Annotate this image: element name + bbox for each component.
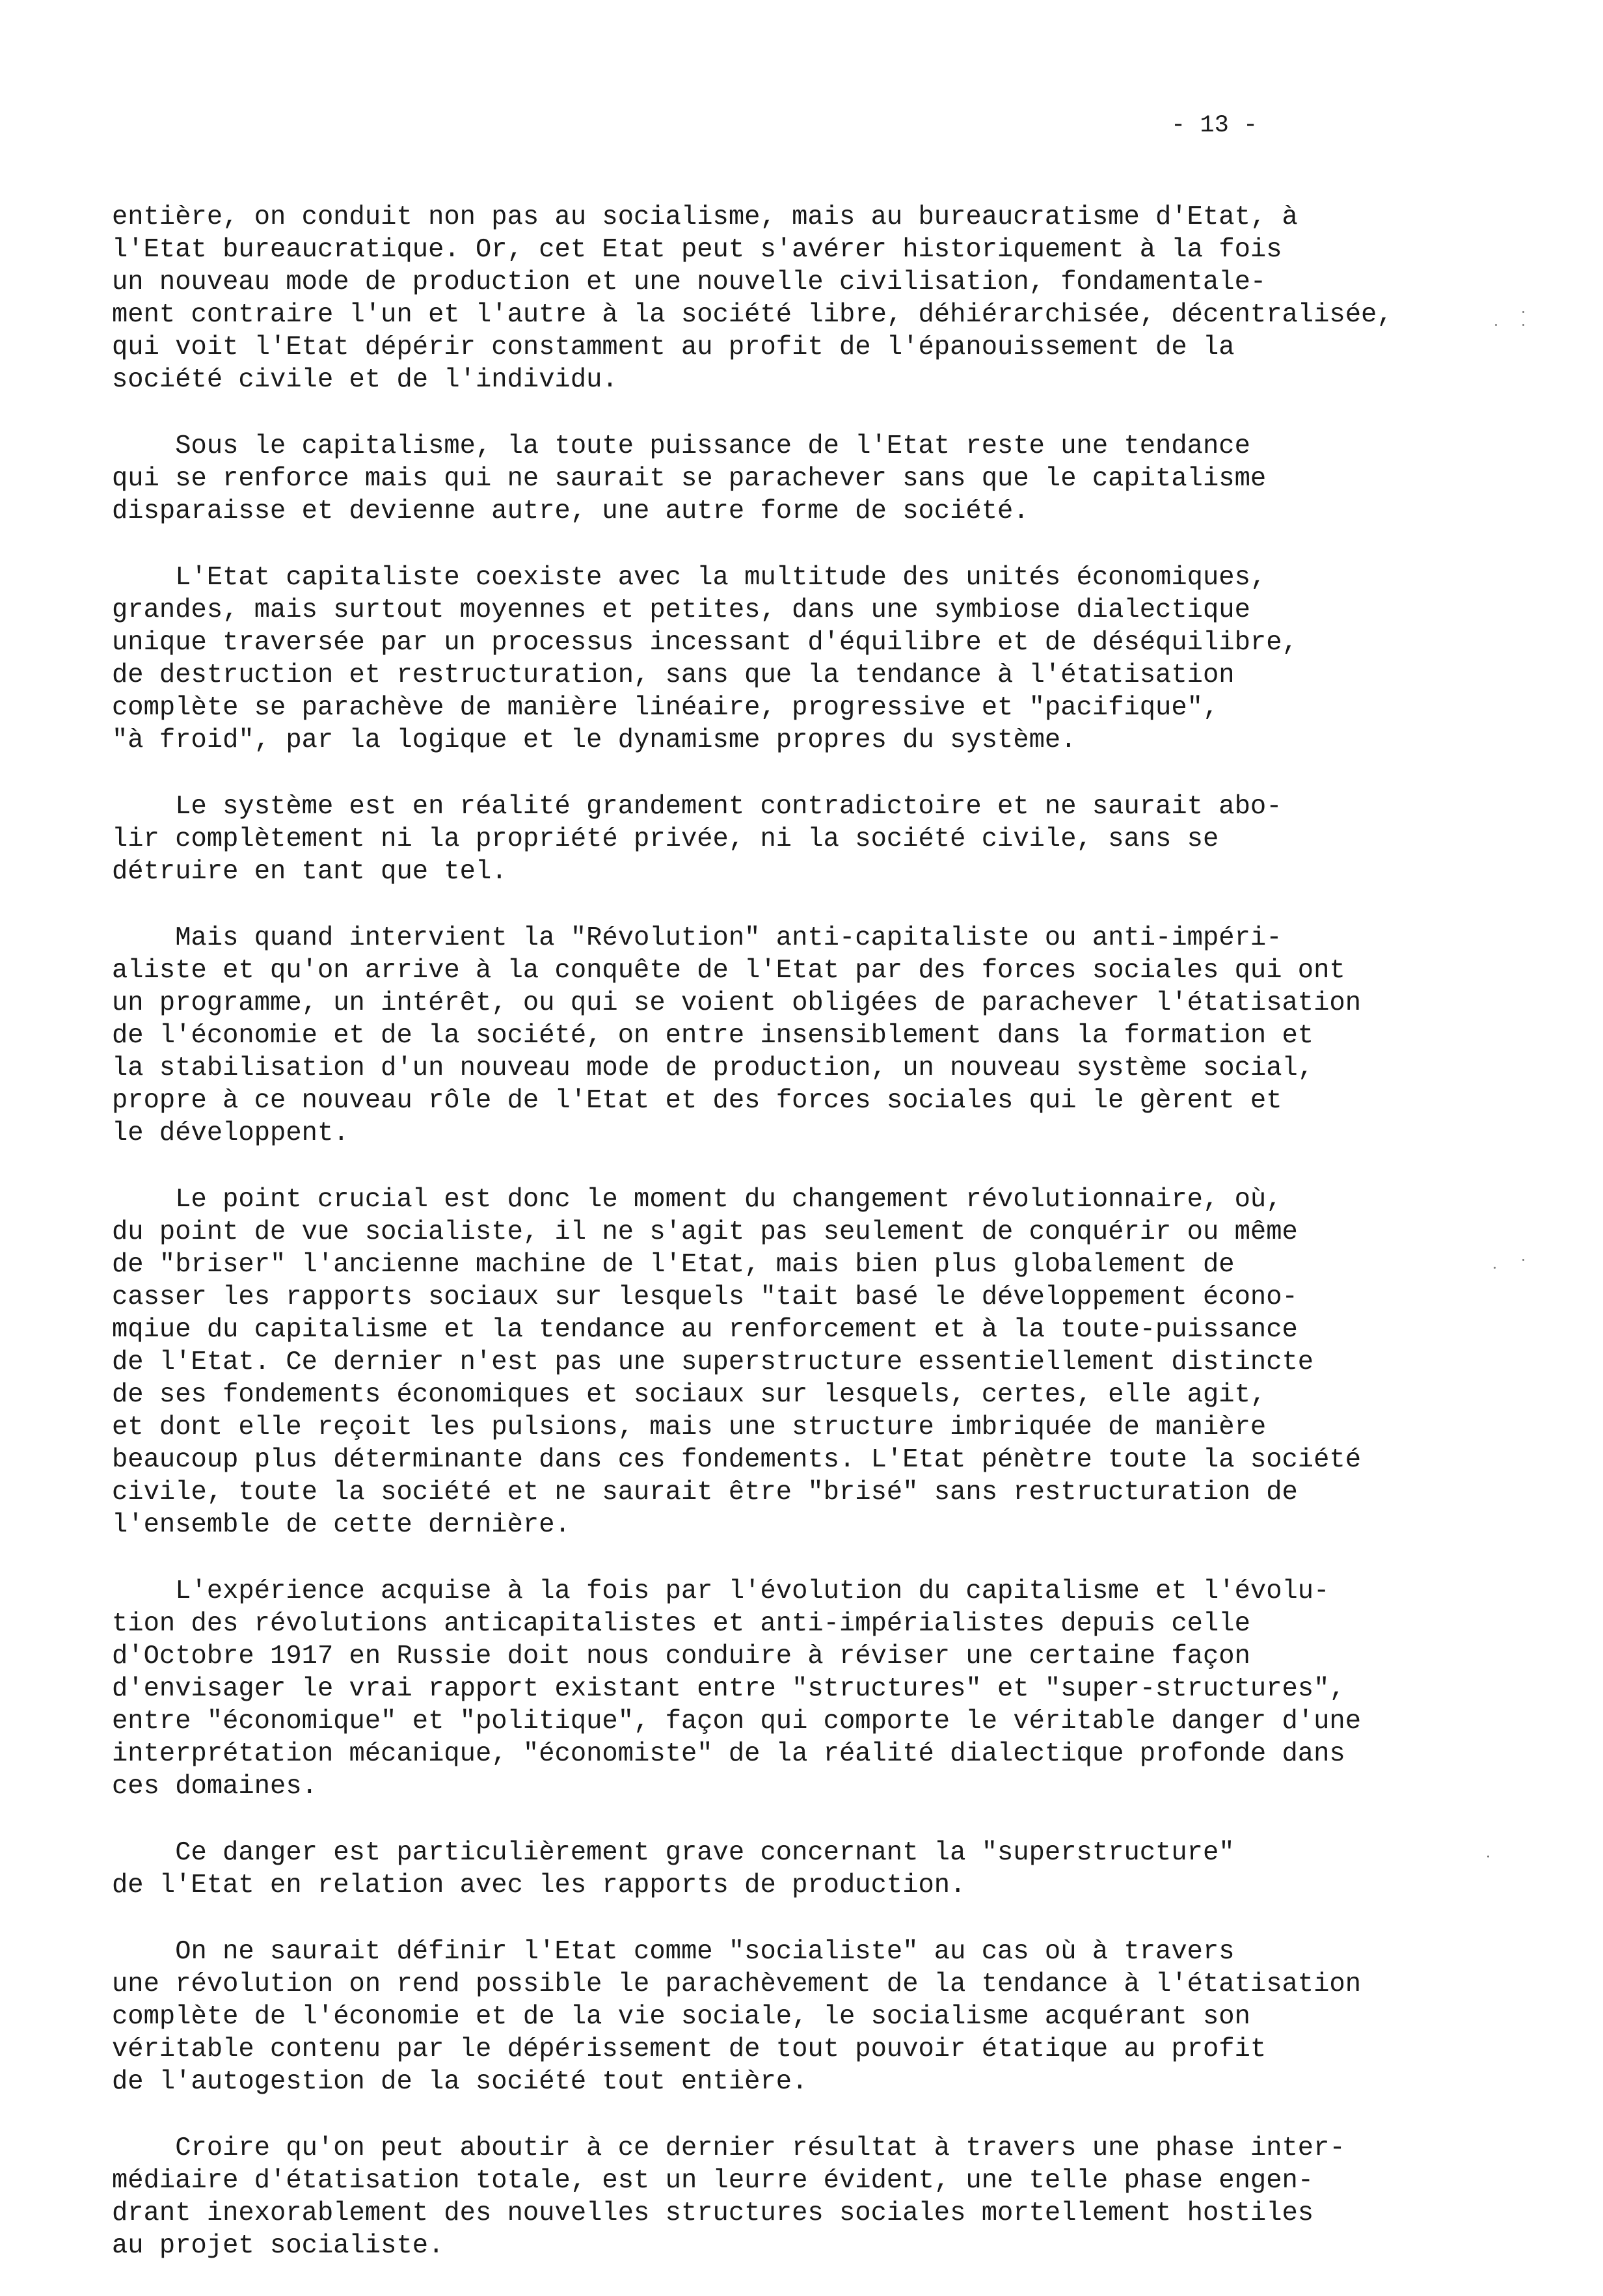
text-line: du point de vue socialiste, il ne s'agit pas seulement de conquérir ou même <box>112 1217 1298 1247</box>
text-line: d'Octobre 1917 en Russie doit nous conduire à réviser une certaine façon <box>112 1641 1250 1671</box>
text-line: Ce danger est particulièrement grave concernant la "superstructure" <box>112 1838 1235 1868</box>
text-line: lir complètement ni la propriété privée, ni la société civile, sans se <box>112 824 1219 854</box>
text-line: de ses fondements économiques et sociaux sur lesquels, certes, elle agit, <box>112 1380 1267 1410</box>
scan-speck <box>1522 311 1524 313</box>
text-line: détruire en tant que tel. <box>112 857 507 887</box>
text-line: Le point crucial est donc le moment du changement révolutionnaire, où, <box>112 1185 1282 1215</box>
text-line: L'expérience acquise à la fois par l'évolution du capitalisme et l'évolu- <box>112 1576 1330 1606</box>
scan-speck <box>1522 324 1524 326</box>
scan-speck <box>1495 324 1497 326</box>
text-line: casser les rapports sociaux sur lesquels "tait basé le développement écono- <box>112 1282 1298 1312</box>
text-line: interprétation mécanique, "économiste" de la réalité dialectique profonde dans <box>112 1739 1345 1769</box>
text-line: beaucoup plus déterminante dans ces fondements. L'Etat pénètre toute la société <box>112 1445 1362 1475</box>
paragraph <box>112 2132 1563 2262</box>
text-line: ment contraire l'un et l'autre à la société libre, déhiérarchisée, décentralisée, <box>112 300 1393 330</box>
text-line: de l'économie et de la société, on entre insensiblement dans la formation et <box>112 1021 1314 1051</box>
text-line: et dont elle reçoit les pulsions, mais une structure imbriquée de manière <box>112 1412 1267 1442</box>
text-line: L'Etat capitaliste coexiste avec la multitude des unités économiques, <box>112 563 1267 593</box>
text-line: disparaisse et devienne autre, une autre forme de société. <box>112 496 1029 526</box>
text-line: complète se parachève de manière linéaire, progressive et "pacifique", <box>112 693 1219 723</box>
text-line: qui se renforce mais qui ne saurait se parachever sans que le capitalisme <box>112 464 1267 494</box>
paragraph <box>112 430 1563 528</box>
text-line: la stabilisation d'un nouveau mode de production, un nouveau système social, <box>112 1053 1314 1083</box>
paragraph <box>112 1183 1563 1541</box>
text-line: de l'autogestion de la société tout entière. <box>112 2067 808 2097</box>
text-line: ces domaines. <box>112 1772 317 1802</box>
paragraph <box>112 1575 1563 1803</box>
text-line: un programme, un intérêt, ou qui se voient obligées de parachever l'étatisation <box>112 988 1362 1018</box>
text-line: de destruction et restructuration, sans que la tendance à l'étatisation <box>112 660 1235 690</box>
text-line: de l'Etat en relation avec les rapports de production. <box>112 1871 966 1900</box>
text-line: médiaire d'étatisation totale, est un leurre évident, une telle phase engen- <box>112 2166 1314 2196</box>
scan-speck <box>1494 1267 1496 1269</box>
text-line: entre "économique" et "politique", façon qui comporte le véritable danger d'une <box>112 1707 1362 1736</box>
paragraph <box>112 790 1563 888</box>
text-line: complète de l'économie et de la vie sociale, le socialisme acquérant son <box>112 2002 1250 2032</box>
text-line: le développent. <box>112 1118 349 1148</box>
scan-speck <box>1522 1259 1524 1261</box>
paragraph <box>112 1837 1563 1902</box>
text-line: de "briser" l'ancienne machine de l'Etat, mais bien plus globalement de <box>112 1250 1235 1280</box>
text-line: Le système est en réalité grandement contradictoire et ne saurait abo- <box>112 792 1282 822</box>
text-line: véritable contenu par le dépérissement de tout pouvoir étatique au profit <box>112 2034 1267 2064</box>
text-line: au projet socialiste. <box>112 2231 444 2261</box>
text-line: drant inexorablement des nouvelles structures sociales mortellement hostiles <box>112 2198 1314 2228</box>
text-line: "à froid", par la logique et le dynamisme propres du système. <box>112 725 1077 755</box>
text-line: mqiue du capitalisme et la tendance au renforcement et à la toute-puissance <box>112 1315 1298 1345</box>
body-text <box>112 201 1563 2296</box>
text-line: une révolution on rend possible le parachèvement de la tendance à l'étatisation <box>112 1969 1362 1999</box>
text-line: Croire qu'on peut aboutir à ce dernier résultat à travers une phase inter- <box>112 2133 1345 2163</box>
text-line: d'envisager le vrai rapport existant entre "structures" et "super-structures", <box>112 1674 1345 1704</box>
page-number: - 13 - <box>1171 112 1258 139</box>
paragraph <box>112 922 1563 1150</box>
text-line: société civile et de l'individu. <box>112 365 618 395</box>
text-line: aliste et qu'on arrive à la conquête de l'Etat par des forces sociales qui ont <box>112 956 1345 986</box>
text-line: l'ensemble de cette dernière. <box>112 1510 571 1540</box>
text-line: civile, toute la société et ne saurait être "brisé" sans restructuration de <box>112 1478 1298 1507</box>
text-line: qui voit l'Etat dépérir constamment au profit de l'épanouissement de la <box>112 332 1235 362</box>
paragraph <box>112 561 1563 757</box>
text-line: un nouveau mode de production et une nouvelle civilisation, fondamentale- <box>112 267 1267 297</box>
text-line: l'Etat bureaucratique. Or, cet Etat peut s'avérer historiquement à la fois <box>112 235 1282 265</box>
text-line: unique traversée par un processus incessant d'équilibre et de déséquilibre, <box>112 628 1298 658</box>
text-line: On ne saurait définir l'Etat comme "socialiste" au cas où à travers <box>112 1937 1235 1967</box>
text-line: propre à ce nouveau rôle de l'Etat et des forces sociales qui le gèrent et <box>112 1086 1282 1116</box>
paragraph <box>112 1936 1563 2098</box>
text-line: Sous le capitalisme, la toute puissance de l'Etat reste une tendance <box>112 431 1250 461</box>
scan-speck <box>1487 1856 1489 1857</box>
text-line: Mais quand intervient la "Révolution" anti-capitaliste ou anti-impéri- <box>112 923 1282 953</box>
text-line: entière, on conduit non pas au socialisme, mais au bureaucratisme d'Etat, à <box>112 202 1298 232</box>
text-line: tion des révolutions anticapitalistes et anti-impérialistes depuis celle <box>112 1609 1250 1639</box>
paragraph <box>112 201 1563 396</box>
text-line: grandes, mais surtout moyennes et petites, dans une symbiose dialectique <box>112 595 1250 625</box>
text-line: de l'Etat. Ce dernier n'est pas une superstructure essentiellement distincte <box>112 1347 1314 1377</box>
